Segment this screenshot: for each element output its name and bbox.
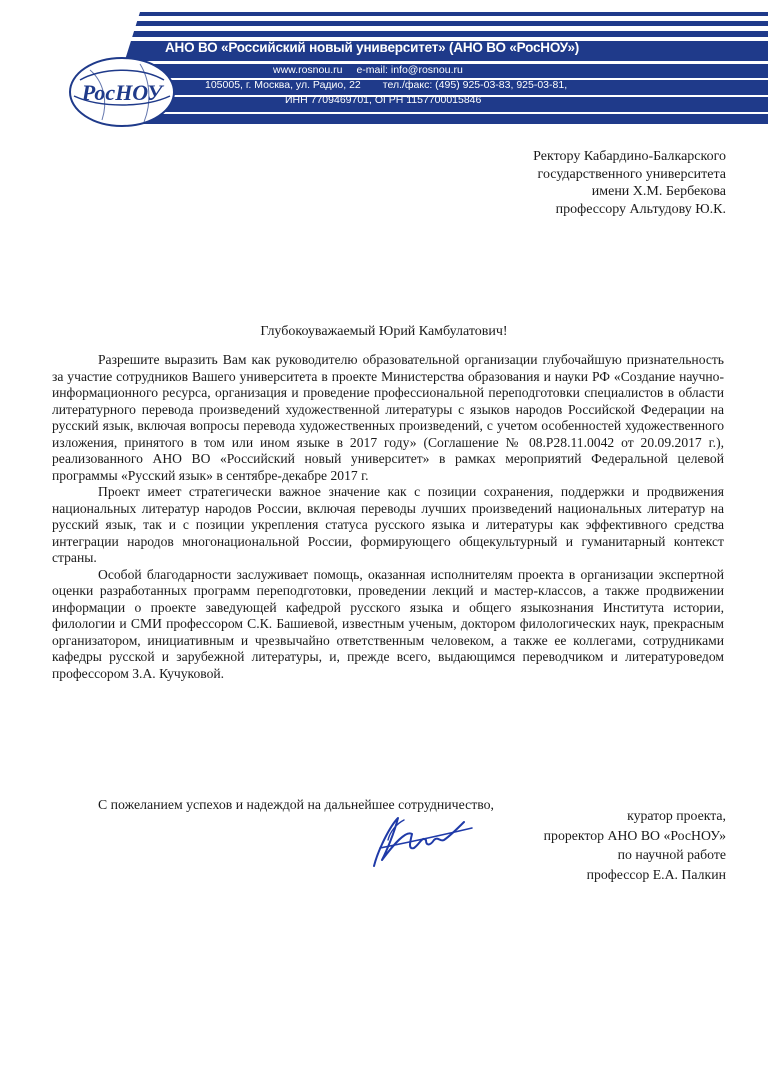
signatory-block (544, 806, 726, 884)
phone-text: тел./факс: (495) 925-03-83, 925-03-81, (382, 79, 568, 91)
address-text: 105005, г. Москва, ул. Радио, 22 (205, 79, 361, 91)
addressee-line: профессору Альтудову Ю.К. (555, 201, 726, 217)
signatory-line: куратор проекта, (627, 808, 726, 823)
addressee-line: государственного университета (537, 166, 726, 182)
signatory-line: профессор Е.А. Палкин (586, 866, 726, 882)
closing-line: С пожеланием успехов и надеждой на дальнейшее сотрудничество, (98, 797, 494, 812)
org-name: АНО ВО «Российский новый университет» (АНО ВО «РосНОУ») (165, 40, 580, 55)
letter-body (52, 352, 724, 682)
signatory-line: проректор АНО ВО «РосНОУ» (543, 827, 726, 843)
handwritten-signature (360, 800, 480, 880)
body-paragraph: Проект имеет стратегически важное значение как с позиции сохранения, поддержки и продвижения национальных литератур народов России, включая переводы лучших произведений национальных литератур на русский язык, так и с позиции укрепления статуса русского языка и литературы как эффективного средства интеграции народов многонациональной России, формирующего общекультурный и гуманитарный контекст страны. (52, 484, 724, 565)
body-paragraph: Разрешите выразить Вам как руководителю образовательной организации глубочайшую признательность за участие сотрудников Вашего университета в проекте Министерства образования и науки РФ «Создание научно-информационного ресурса, организация и проведение профессиональной переподготовки специалистов в области литературного перевода произведений художественной литературы с языков народов Российской Федерации на русский язык, включая вопросы перевода художественных произведений, с учетом особенностей художественного изложения, принятого в том или ином языке в 2017 году» (Соглашение № 08.Р28.11.0042 от 20.09.2017 г.), реализованного АНО ВО «Российский новый университет» в рамках мероприятий Федеральной целевой программы «Русский язык» в сентябре-декабре 2017 г. (52, 352, 724, 483)
signatory-line: по научной работе (617, 847, 726, 862)
greeting: Глубокоуважаемый Юрий Камбулатович! (260, 324, 508, 339)
email-link[interactable]: e-mail: info@rosnou.ru (356, 64, 463, 76)
website-link[interactable]: www.rosnou.ru (273, 64, 343, 76)
addressee-line: Ректору Кабардино-Балкарского (533, 149, 726, 164)
contacts-block (205, 63, 567, 108)
body-paragraph: Особой благодарности заслуживает помощь, оказанная исполнителям проекта в организации экспертной оценки разработанных программ переподготовки, проведении лекций и мастер-классов, а также продвижении информации о проекте заведующей кафедрой русского языка и общего языкознания Института истории, филологии и СМИ профессором С.К. Башиевой, известным ученым, доктором филологических наук, прекрасным организатором, инициативным и чрезвычайно ответственным человеком, а также ее коллегами, сотрудниками кафедры русской и зарубежной литературы, и, прежде всего, выдающимся переводчиком и литературоведом профессором З.А. Кучуковой. (52, 566, 724, 681)
rosnou-logo (60, 50, 210, 130)
logo-text: РосНОУ (81, 80, 163, 105)
addressee-block (533, 148, 726, 218)
registration-ids: ИНН 7709469701, ОГРН 1157700015846 (285, 94, 482, 106)
addressee-line: имени Х.М. Бербекова (591, 184, 726, 199)
